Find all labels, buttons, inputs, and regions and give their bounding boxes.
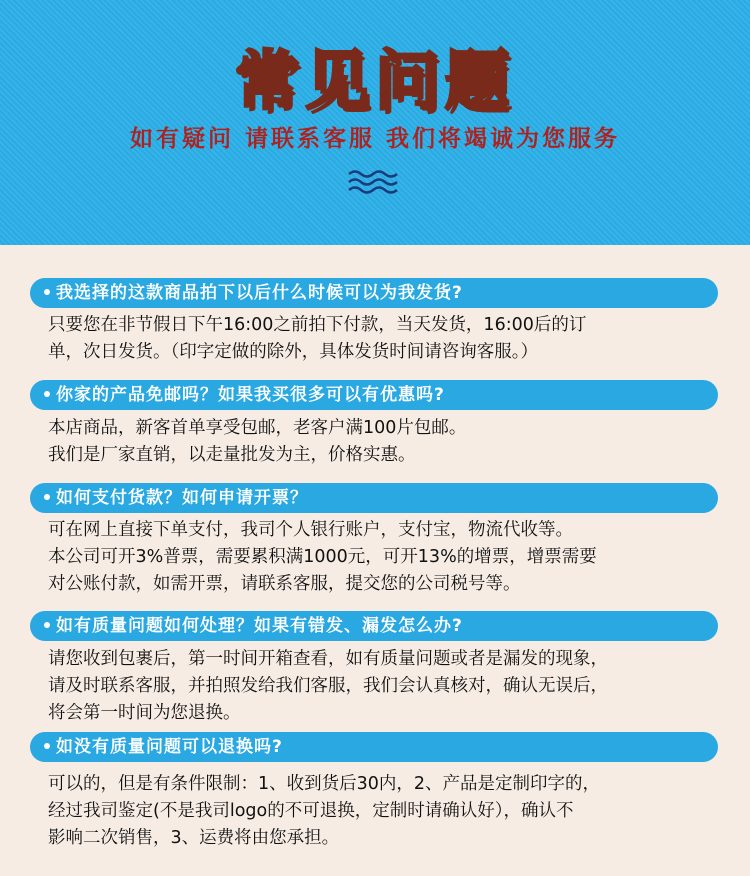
page-subtitle: 如有疑问 请联系客服 我们将竭诚为您服务: [129, 126, 620, 152]
faq-question: 如有质量问题如何处理？如果有错发、漏发怎么办?: [56, 616, 463, 636]
answer-line: 本店商品，新客首单享受包邮，老客户满100片包邮。: [48, 418, 467, 438]
header-banner: [0, 0, 750, 245]
faq-answer: [48, 517, 738, 598]
bullet-dot-icon: [44, 391, 50, 397]
bullet-dot-icon: [44, 622, 50, 628]
answer-line: 可在网上直接下单支付，我司个人银行账户，支付宝，物流代收等。: [48, 520, 573, 540]
faq-question: 你家的产品免邮吗？如果我买很多可以有优惠吗?: [56, 385, 445, 405]
faq-question-bar: [30, 611, 718, 641]
answer-line: 可以的，但是有条件限制：1、收到货后30内，2、产品是定制印字的，: [48, 774, 601, 794]
faq-question-bar: [30, 483, 718, 513]
faq-answer: [48, 312, 738, 366]
answer-line: 影响二次销售，3、运费将由您承担。: [48, 828, 340, 848]
page-title: 常见问题: [235, 45, 515, 119]
answer-line: 请您收到包裹后，第一时间开箱查看，如有质量问题或者是漏发的现象，: [48, 649, 608, 669]
bullet-dot-icon: [44, 743, 50, 749]
faq-answer: [48, 771, 738, 852]
wave-icon: [345, 168, 405, 196]
faq-question: 如没有质量问题可以退换吗?: [56, 737, 283, 757]
faq-question-bar: [30, 732, 718, 762]
answer-line: 我们是厂家直销，以走量批发为主，价格实惠。: [48, 445, 416, 465]
faq-question-bar: [30, 380, 718, 410]
answer-line: 经过我司鉴定(不是我司logo的不可退换，定制时请确认好），确认不: [48, 801, 574, 821]
answer-line: 只要您在非节假日下午16:00之前拍下付款，当天发货，16:00后的订: [48, 315, 587, 335]
answer-line: 本公司可开3%普票，需要累积满1000元，可开13%的增票，增票需要: [48, 547, 597, 567]
faq-question-bar: [30, 278, 718, 308]
answer-line: 将会第一时间为您退换。: [48, 703, 241, 723]
bullet-dot-icon: [44, 289, 50, 295]
faq-answer: [48, 415, 738, 469]
answer-line: 单，次日发货。（印字定做的除外，具体发货时间请咨询客服。）: [48, 342, 538, 362]
bullet-dot-icon: [44, 494, 50, 500]
faq-question: 如何支付货款？如何申请开票？: [56, 488, 308, 508]
answer-line: 请及时联系客服，并拍照发给我们客服，我们会认真核对，确认无误后，: [48, 676, 608, 696]
faq-answer: [48, 646, 738, 727]
answer-line: 对公账付款，如需开票，请联系客服，提交您的公司税号等。: [48, 574, 521, 594]
faq-question: 我选择的这款商品拍下以后什么时候可以为我发货?: [56, 283, 463, 303]
